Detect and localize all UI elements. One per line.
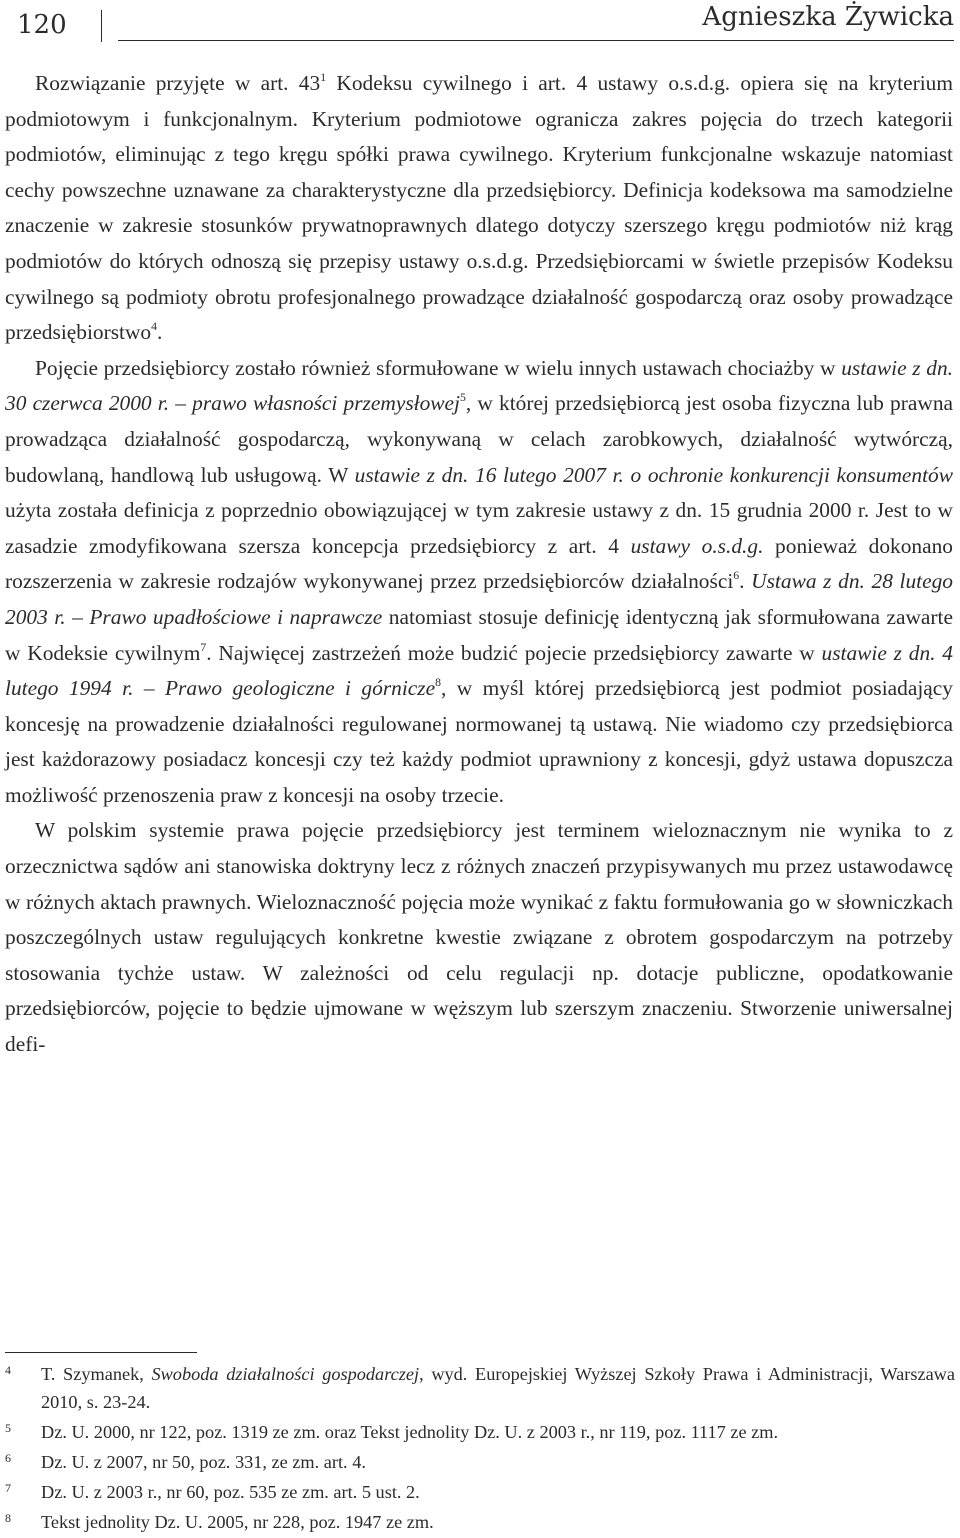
text-span: Rozwiązanie przyjęte w art. 43 — [35, 71, 321, 95]
text-span: . — [157, 320, 163, 345]
text-span: Kodeksu cywilnego i art. 4 ustawy o.s.d.g. opiera się na kryterium podmiotowym i funkcjonalnym. Kryterium podmiotowe ogranicza zakres pojęcia do trzech kategorii podmiotów, eliminując z tego kręgu spółki prawa cywilnego. Kryterium funkcjonalne wskazuje natomiast cechy powszechne uznawane za charakterystyczne dla przedsiębiorcy. Definicja kodeksowa ma samodzielne znaczenie w zakresie stosunków prywatnoprawnych dlatego dotyczy szerszego kręgu podmiotów niż krąg podmiotów do których odnoszą się przepisy ustawy o.s.d.g. Przedsiębiorcami w świetle przepisów Kodeksu cywilnego są podmioty obrotu profesjonalnego prowadzące działalność gospodarczą oraz osoby prowadzące przedsiębiorstwo — [5, 71, 953, 345]
paragraph — [5, 66, 953, 351]
footnote-number: 4 — [5, 1363, 11, 1377]
italic-span: ustawie z dn. 16 lutego 2007 r. o ochronie konkurencji konsumentów — [354, 462, 953, 487]
text-span: T. Szymanek, — [41, 1364, 152, 1384]
text-span: ponieważ dokonano rozszerzenia w zakresie rodzajów wykonywanej przez przedsiębiorców działalności — [5, 533, 953, 594]
text-span: , w myśl której przedsiębiorcą jest podmiot posiadający koncesję na prowadzenie działalności regulowanej normowanej tą ustawą. Nie wiadomo czy przedsiębiorca jest każdorazowy posiadacz koncesji czy też każdy podmiot uprawniony z koncesji, gdyż ustawa dopuszcza możliwość przenoszenia praw z koncesji na osoby trzecie. — [5, 676, 953, 807]
footnote — [5, 1508, 955, 1536]
italic-span: Swoboda działalności gospodarczej — [151, 1364, 420, 1384]
paragraph — [5, 813, 953, 1062]
text-span: użyta została definicja z poprzednio obowiązującej w tym zakresie ustawy z dn. 15 grudnia 2000 r. Jest to w zasadzie zmodyfikowana szersza koncepcja przedsiębiorcy z art. 4 — [5, 498, 953, 558]
footnote-number: 6 — [5, 1451, 11, 1465]
footnote-ref: 8 — [435, 676, 441, 690]
footnote-text — [41, 1478, 955, 1506]
footnote-ref: 1 — [320, 71, 327, 85]
text-span: , wyd. Europejskiej Wyższej Szkoły Prawa i Administracji, Warszawa 2010, s. 23-24. — [41, 1364, 956, 1412]
footnote-separator — [5, 1352, 197, 1353]
footnote-ref: 4 — [151, 320, 158, 334]
text-span: , w której przedsiębiorcą jest osoba fizyczna lub prawna prowadząca działalność gospodarczą, wykonywaną w celach zarobkowych, działalność wytwórczą, budowlaną, handlową lub usługową. W — [5, 391, 954, 487]
footnote — [5, 1418, 955, 1446]
italic-span: Ustawa z dn. 28 lutego 2003 r. – Prawo upadłościowe i naprawcze — [5, 569, 954, 629]
footnote-ref: 5 — [460, 391, 466, 405]
text-span: Dz. U. z 2007, nr 50, poz. 331, ze zm. art. 4. — [41, 1452, 366, 1472]
text-span: Pojęcie przedsiębiorcy zostało również sformułowane w wielu innych ustawach chociażby w — [35, 355, 842, 380]
page-number: 120 — [17, 10, 67, 40]
text-span: natomiast stosuje definicję identyczną jak sformułowana zawarte w Kodeksie cywilnym — [5, 604, 953, 665]
footnotes — [5, 1360, 955, 1538]
text-span: Dz. U. 2000, nr 122, poz. 1319 ze zm. oraz Tekst jednolity Dz. U. z 2003 r., nr 119, poz. 1117 ze zm. — [41, 1422, 779, 1442]
page-header — [0, 0, 960, 48]
footnote — [5, 1360, 955, 1416]
header-separator — [101, 10, 102, 42]
header-rule — [118, 40, 954, 41]
footnote-number: 7 — [5, 1481, 11, 1495]
footnote-ref: 7 — [200, 640, 207, 654]
footnote-text — [41, 1448, 955, 1476]
footnote-text — [41, 1360, 955, 1416]
footnote — [5, 1478, 955, 1506]
running-head-author: Agnieszka Żywicka — [692, 2, 954, 32]
italic-span: ustawy o.s.d.g. — [630, 533, 764, 558]
footnote-number: 8 — [5, 1511, 11, 1525]
text-span: Dz. U. z 2003 r., nr 60, poz. 535 ze zm. art. 5 ust. 2. — [41, 1482, 420, 1502]
text-span: . Najwięcej zastrzeżeń może budzić pojecie przedsiębiorcy zawarte w — [206, 640, 822, 665]
italic-span: ustawie z dn. 4 lutego 1994 r. – Prawo geologiczne i górnicze — [5, 640, 954, 701]
main-text — [5, 66, 953, 1063]
footnote — [5, 1448, 955, 1476]
paragraph — [5, 351, 953, 814]
italic-span: ustawie z dn. 30 czerwca 2000 r. – prawo własności przemysłowej — [5, 355, 953, 416]
text-span: . — [739, 569, 752, 594]
text-span: W polskim systemie prawa pojęcie przedsiębiorcy jest terminem wieloznacznym nie wynika to z orzecznictwa sądów ani stanowiska doktryny lecz z różnych znaczeń przypisywanych mu przez ustawodawcę w różnych aktach prawnych. Wieloznaczność pojęcia może wynikać z faktu formułowania go w słowniczkach poszczególnych ustaw regulujących konkretne kwestie związane z obrotem gospodarczym na potrzeby stosowania tychże ustaw. W zależności od celu regulacji np. dotacje publiczne, opodatkowanie przedsiębiorców, pojęcie to będzie ujmowane w węższym lub szerszym znaczeniu. Stworzenie uniwersalnej defi- — [5, 818, 953, 1057]
footnote-text — [41, 1418, 955, 1446]
footnote-text — [41, 1508, 955, 1536]
footnote-ref: 6 — [733, 569, 740, 583]
text-span: Tekst jednolity Dz. U. 2005, nr 228, poz. 1947 ze zm. — [41, 1512, 434, 1532]
footnote-number: 5 — [5, 1421, 11, 1435]
